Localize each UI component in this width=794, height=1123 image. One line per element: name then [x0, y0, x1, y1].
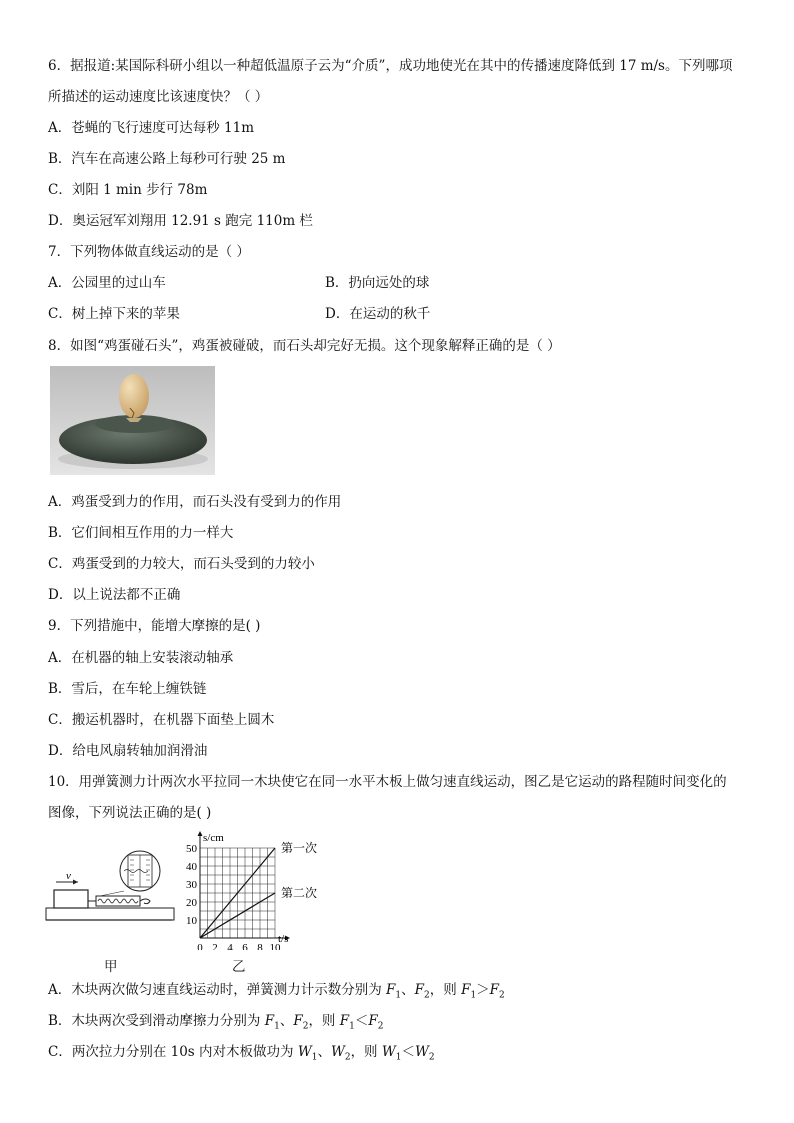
q8-option-b: B．它们间相互作用的力一样大	[48, 525, 234, 541]
chart-series	[200, 840, 317, 938]
q10-stem-line2: 图像，下列说法正确的是( )	[48, 805, 212, 821]
q6-stem-line1: 6．据报道:某国际科研小组以一种超低温原子云为“介质”，成功地使光在其中的传播速度降低到 17 m/s。下列哪项	[48, 58, 733, 74]
y-axis-arrow	[198, 831, 203, 836]
q10-stem-line1: 10．用弹簧测力计两次水平拉同一木块使它在同一水平木板上做匀速直线运动，图乙是它运动的路程随时间变化的	[48, 774, 727, 790]
q9-option-a: A．在机器的轴上安装滚动轴承	[48, 650, 234, 666]
q7-stem: 7．下列物体做直线运动的是（ ）	[48, 244, 250, 260]
x-tick-label: 10	[269, 942, 281, 950]
velocity-label: v	[66, 870, 71, 882]
q8-option-a: A．鸡蛋受到力的作用，而石头没有受到力的作用	[48, 494, 342, 510]
q7-option-a: A．公园里的过山车	[48, 275, 166, 291]
wooden-board	[46, 908, 174, 920]
q9-option-d: D．给电风扇转轴加润滑油	[48, 743, 208, 759]
q10-option-c: C．两次拉力分别在 10s 内对木板做功为 $W_1$、$W_2$，则 $W_1<W_2$	[48, 1044, 435, 1063]
q10-option-b: B．木块两次受到滑动摩擦力分别为 $F_1$、$F_2$，则 $F_1<F_2$	[48, 1013, 384, 1032]
wooden-block	[54, 890, 88, 908]
x-tick-label: 6	[242, 942, 248, 950]
y-tick-label: 40	[186, 861, 197, 873]
series-label-1: 第一次	[281, 841, 318, 855]
q7-option-d: D．在运动的秋千	[325, 306, 431, 322]
x-axis-label: t/s	[278, 933, 289, 945]
egg-on-stone-photo	[50, 366, 215, 475]
q6-stem-line2: 所描述的运动速度比该速度快？（ ）	[48, 89, 269, 105]
q8-option-d: D．以上说法都不正确	[48, 587, 181, 603]
spring-scale-apparatus-figure	[44, 846, 184, 926]
y-tick-label: 30	[186, 879, 197, 891]
q7-option-b: B．扔向远处的球	[325, 275, 430, 291]
y-tick-label: 10	[186, 915, 197, 927]
figure-jia-label: 甲	[104, 959, 118, 975]
s-t-graph	[182, 826, 342, 950]
q6-option-b: B．汽车在高速公路上每秒可行驶 25 m	[48, 151, 286, 167]
hand-hook	[140, 899, 150, 904]
series-label-2: 第二次	[281, 886, 318, 900]
q9-option-b: B．雪后，在车轮上缠铁链	[48, 681, 207, 697]
x-tick-label: 2	[212, 942, 218, 950]
x-tick-label: 8	[257, 942, 263, 950]
q8-stem: 8．如图“鸡蛋碰石头”，鸡蛋被碰破，而石头却完好无损。这个现象解释正确的是（ ）	[48, 338, 561, 354]
velocity-arrow-head	[73, 880, 78, 885]
magnifier-line	[100, 891, 124, 896]
x-tick-label: 0	[197, 942, 203, 950]
x-tick-label: 4	[227, 942, 233, 950]
y-axis-label: s/cm	[203, 832, 224, 844]
q9-option-c: C．搬运机器时，在机器下面垫上圆木	[48, 712, 275, 728]
q7-option-c: C．树上掉下来的苹果	[48, 306, 180, 322]
q6-option-c: C．刘阳 1 min 步行 78m	[48, 182, 208, 198]
q6-option-a: A．苍蝇的飞行速度可达每秒 11m	[48, 120, 255, 136]
q8-option-c: C．鸡蛋受到的力较大，而石头受到的力较小	[48, 556, 315, 572]
figure-yi-label: 乙	[232, 959, 246, 975]
q9-stem: 9．下列措施中，能增大摩擦的是( )	[48, 618, 261, 634]
q6-option-d: D．奥运冠军刘翔用 12.91 s 跑完 110m 栏	[48, 213, 313, 229]
y-tick-label: 50	[186, 843, 197, 855]
y-tick-label: 20	[186, 897, 197, 909]
q10-option-a: A．木块两次做匀速直线运动时，弹簧测力计示数分别为 $F_1$、$F_2$，则 $F_1>F_2$	[48, 982, 505, 1001]
